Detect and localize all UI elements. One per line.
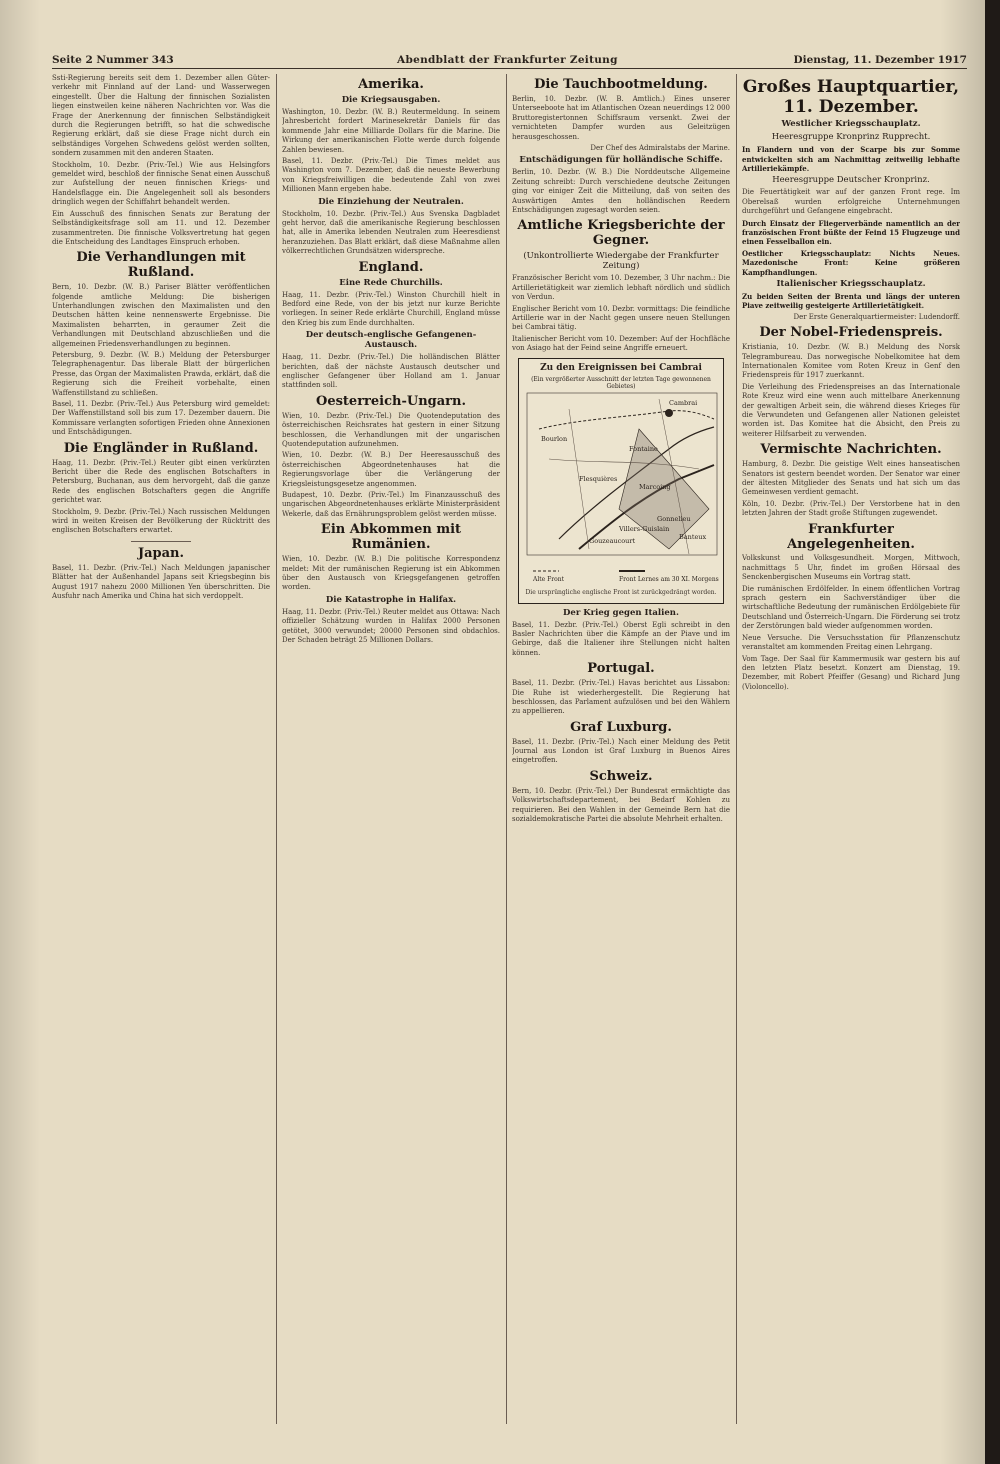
newspaper-title: Abendblatt der Frankfurter Zeitung [397, 54, 618, 66]
map-place-label: Flesquières [579, 474, 618, 483]
column-rule [506, 74, 507, 1424]
article-text: Budapest, 10. Dezbr. (Priv.-Tel.) Im Finanzausschuß des ungarischen Abgeordnetenhauses erklärte Ministerpräsident Wekerle, daß das Ernährungsproblem gelöst werden müsse. [282, 491, 500, 518]
map-title: Zu den Ereignissen bei Cambrai [540, 362, 702, 373]
article-text: Wien, 10. Dezbr. (Priv.-Tel.) Die Quotendeputation des österreichischen Reichsrates hat gestern in einer Sitzung beschlossen, die Verhandlungen mit der ungarischen Quotendeputation aufzunehmen. [282, 411, 500, 448]
article-text: Washington, 10. Dezbr. (W. B.) Reutermeldung. In seinem Jahresbericht fordert Marinesekretär Daniels für das kommende Jahr eine Milliarde Dollars für die Marine. Die Wirkung der amerikanischen Flotte werde durch folgende Zahlen bewiesen. [282, 107, 500, 154]
subheadline: Die Katastrophe in Halifax. [325, 594, 457, 605]
subheadline: Der Krieg gegen Italien. [563, 607, 679, 618]
article-text: Köln, 10. Dezbr. (Priv.-Tel.) Der Verstorbene hat in den letzten Jahren der Stadt große Stiftungen zugewendet. [742, 499, 960, 518]
article-text: Hamburg, 8. Dezbr. Die geistige Welt eines hanseatischen Senators ist gestern beendet worden. Der Senator war einer der ältesten Mitglieder des Senats und hat sich um das Gemeinwesen verdient gemacht. [742, 460, 960, 497]
article-text: Durch Einsatz der Fliegerverbände namentlich an der französischen Front büßte der Feind 15 Flugzeuge und einen Fesselballon ein. [742, 218, 960, 247]
subheadline: Heeresgruppe Deutscher Kronprinz. [772, 175, 930, 186]
subheadline: Entschädigungen für holländische Schiffe. [519, 155, 723, 166]
map-legend-old: Alte Front [533, 575, 565, 583]
article-text: Bern, 10. Dezbr. (W. B.) Pariser Blätter veröffentlichen folgende amtliche Meldung: Die bisherigen Unterhandlungen zwischen den Maximalisten und den Deutschen hätten keine nennenswerte Ergebnisse. Die Maximalisten beharrten, in geraumer Zeit die Verhandlungen mit Deutschland abzuschließen und die allgemeinen Friedensverhandlungen zu beginnen. [52, 283, 270, 348]
article-text: Wien, 10. Dezbr. (W. B.) Der Heeresausschuß des österreichischen Abgeordnetenhauses hat die Regierungsvorlage über die Verlängerung der Kriegsleistungsgesetze angenommen. [282, 451, 500, 488]
headline-tauchboot: Die Tauchbootmeldung. [534, 77, 708, 92]
article-text: Vom Tage. Der Saal für Kammermusik war gestern bis auf den letzten Platz besetzt. Konzert am Dienstag, 19. Dezember, mit Robert Pfeiffer (Gesang) und Richard Jung (Violoncello). [742, 654, 960, 691]
map-legend-new: Front Lernes am 30 XI. Morgens [619, 575, 719, 583]
article-text: Bern, 10. Dezbr. (Priv.-Tel.) Der Bundesrat ermächtigte das Volkswirtschaftsdepartement, bei Bedarf Kohlen zu requirieren. Bei den Wahlen in der Gemeinde Bern hat die sozialdemokratische Partei die absolute Mehrheit erhalten. [512, 786, 730, 824]
column-2 [282, 74, 500, 1424]
article-text: Oestlicher Kriegsschauplatz: Nichts Neues. Mazedonische Front: Keine größeren Kampfhandlungen. [742, 248, 960, 277]
headline-luxburg: Graf Luxburg. [570, 719, 672, 735]
article-text: Ssti-Regierung bereits seit dem 1. Dezember allen Güter-verkehr mit Finnland auf der Land- und Wasserwegen eingestellt. Über die Haltung der finnischen Sozialisten liegen einstweilen keine näheren Nachrichten vor. Was die Frage der Anerkennung der finnischen Selbständigkeit durch die Regierungen betrifft, so hat die schwedische Regierung erklärt, daß sie diese Frage nicht durch ein selbständiges Vorgehen Schwedens gelöst werden sollten, sondern zusammen mit den anderen Staaten. [52, 74, 270, 158]
article-text: Haag, 11. Dezbr. (Priv.-Tel.) Reuter gibt einen verkürzten Bericht über die Rede des englischen Botschafters in Petersburg, Buchanan, aus dem hervorgeht, daß die ganze Rede des englischen Botschafters gegen die Angriffe gerichtet war. [52, 458, 270, 505]
map-place-label: Banteux [679, 532, 707, 541]
column-rule [276, 74, 277, 1424]
article-text: Italienischer Bericht vom 10. Dezember: Auf der Hochfläche von Asiago hat der Feind seine Angriffe erneuert. [512, 334, 730, 353]
map-place-label: Gouzeaucourt [589, 536, 636, 545]
article-text: Basel, 11. Dezbr. (Priv.-Tel.) Die Times meldet aus Washington vom 7. Dezember, daß die neueste Bewerbung von Kriegsfreiwilligen die bedeutende Zahl von zwei Millionen Mann ergeben habe. [282, 156, 500, 194]
issue-date: Dienstag, 11. Dezember 1917 [793, 54, 967, 66]
map-caption: Die ursprüngliche englische Front ist zurückgedrängt worden. [525, 589, 717, 597]
article-text: Basel, 11. Dezbr. (Priv.-Tel.) Nach Meldungen japanischer Blätter hat der Außenhandel Japans seit Kriegsbeginn bis August 1917 nahezu 2000 Millionen Yen überschritten. Die Ausfuhr nach Amerika und China hat sich verdoppelt. [52, 563, 270, 601]
article-text: Basel, 11. Dezbr. (Priv.-Tel.) Havas berichtet aus Lissabon: Die Ruhe ist wiederhergestellt. Die Regierung hat beschlossen, das Parlament aufzulösen und bei den Wählern zu appellieren. [512, 679, 730, 716]
cambrai-map [518, 358, 724, 604]
article-text: Stockholm, 9. Dezbr. (Priv.-Tel.) Nach russischen Meldungen wird in weiten Kreisen der Bevölkerung der Rücktritt des englischen Botschafters erwartet. [52, 507, 270, 535]
article-text: In Flandern und von der Scarpe bis zur Somme entwickelten sich am Nachmittag zeitweilig lebhafte Artilleriekämpfe. [742, 145, 960, 173]
article-text: Zu beiden Seiten der Brenta und längs der unteren Piave zeitweilig gesteigerte Artillerietätigkeit. [742, 291, 960, 311]
article-text: Englischer Bericht vom 10. Dezbr. vormittags: Die feindliche Artillerie war in der Nacht gegen unsere neuen Stellungen bei Cambrai tätig. [512, 304, 730, 332]
article-text: Stockholm, 10. Dezbr. (Priv.-Tel.) Aus Svenska Dagbladet geht hervor, daß die amerikanische Regierung beschlossen hat, alle in Amerika lebenden Neutralen zum Heeresdienst heranzuziehen. Das Blatt erklärt, daß diese Maßnahme allen völkerrechtlichen Grundsätzen widerspreche. [282, 209, 500, 256]
headline-amerika: Amerika. [358, 77, 424, 92]
subheadline: Der deutsch-englische Gefangenen-Austausch. [305, 330, 477, 351]
article-text: Die Feuertätigkeit war auf der ganzen Front rege. Im Oberelsaß wurden erfolgreiche Unternehmungen durchgeführt und Gefangene eingebracht. [742, 188, 960, 216]
article-text: Französischer Bericht vom 10. Dezember, 3 Uhr nachm.: Die Artillerietätigkeit war ziemlich lebhaft nördlich und südlich von Verdun. [512, 274, 730, 302]
subheadline: (Unkontrollierte Wiedergabe der Frankfurter Zeitung) [523, 251, 719, 272]
article-text: Basel, 11. Dezbr. (Priv.-Tel.) Aus Petersburg wird gemeldet: Der Waffenstillstand soll bis zum 17. Dezember dauern. Die Kommissare verlangten sofortigen Frieden ohne Annexionen und Entschädigungen. [52, 400, 270, 437]
subheadline: Heeresgruppe Kronprinz Rupprecht. [771, 132, 931, 143]
subheadline: Italienischer Kriegsschauplatz. [776, 278, 926, 289]
article-text: Berlin, 10. Dezbr. (W. B.) Die Norddeutsche Allgemeine Zeitung schreibt: Durch verschiedene deutsche Zeitungen ging vor einiger Zeit die Mitteilung, daß von seiten des Auswärtigen Amtes den holländischen Reedern Entschädigungen zugesagt worden seien. [512, 168, 730, 214]
headline-oesterreich: Oesterreich-Ungarn. [316, 393, 466, 409]
page-number: Seite 2 Nummer 343 [52, 54, 174, 66]
subheadline: Westlicher Kriegsschauplatz. [781, 119, 921, 130]
article-text: Kristiania, 10. Dezbr. (W. B.) Meldung des Norsk Telegrambureau. Das norwegische Nobelkomitee hat dem Internationalen Komitee vom Roten Kreuz in Genf den Friedenspreis für 1917 zuerkannt. [742, 343, 960, 380]
map-place-label: Fontaine [629, 444, 658, 453]
column-3 [512, 74, 730, 1424]
article-text: Basel, 11. Dezbr. (Priv.-Tel.) Nach einer Meldung des Petit Journal aus London ist Graf Luxburg in Buenos Aires eingetroffen. [512, 737, 730, 765]
article-text: Neue Versuche. Die Versuchsstation für Pflanzenschutz veranstaltet am kommenden Freitag einen Lehrgang. [742, 633, 960, 652]
article-signature: Der Chef des Admiralstabs der Marine. [590, 143, 730, 152]
column-rule [736, 74, 737, 1424]
headline-angelegenheiten: Frankfurter Angelegenheiten. [787, 521, 915, 552]
map-place-label: Marcoing [639, 482, 671, 491]
subheadline: Eine Rede Churchills. [339, 277, 443, 288]
headline-englaender: Die Engländer in Rußland. [63, 440, 259, 456]
article-text: Ein Ausschuß des finnischen Senats zur Beratung der Selbständigkeitsfrage soll am 11. und 12. Dezember zusammentreten. Die finnische Volksvertretung hat gegen die Entscheidung des Landtages Einspruch erhoben. [52, 209, 270, 246]
headline-verhandlungen: Die Verhandlungen mit Rußland. [76, 250, 246, 281]
headline-vermischte: Vermischte Nachrichten. [760, 442, 942, 458]
headline-japan: Japan. [137, 545, 185, 561]
article-text: Volkskunst und Volksgesundheit. Morgen, Mittwoch, nachmittags 5 Uhr, findet im großen Hörsaal des Senckenbergischen Museums ein Vortrag statt. [742, 554, 960, 582]
page-header [52, 54, 967, 69]
article-text: Basel, 11. Dezbr. (Priv.-Tel.) Oberst Egli schreibt in den Basler Nachrichten über die Kämpfe an der Piave und im Gebirge, daß die Italiener ihre Stellungen nicht halten können. [512, 620, 730, 657]
separator [131, 541, 191, 542]
binding-edge [985, 0, 1000, 1464]
headline-portugal: Portugal. [587, 661, 655, 677]
article-text: Haag, 11. Dezbr. (Priv.-Tel.) Die holländischen Blätter berichten, daß der nächste Austausch deutscher und englischer Gefangener über Holland am 1. Januar stattfinden soll. [282, 353, 500, 390]
headline-schweiz: Schweiz. [589, 768, 653, 784]
map-drawing [519, 389, 719, 589]
article-text: Wien, 10. Dezbr. (W. B.) Die politische Korrespondenz meldet: Mit der rumänischen Regierung ist ein Abkommen über den Austausch von Kriegsgefangenen getroffen worden. [282, 555, 500, 592]
headline-kriegsberichte: Amtliche Kriegsberichte der Gegner. [517, 218, 725, 249]
map-place-label: Villers-Guislain [619, 524, 670, 533]
article-text: Petersburg, 9. Dezbr. (W. B.) Meldung der Petersburger Telegraphenagentur. Das liberale Blatt der bürgerlichen Presse, das Organ der Maximalisten Prawda, erklärt, daß die Regierung sich die Freiheit vorbehalte, einen Waffenstillstand zu schließen. [52, 351, 270, 397]
headline-england: England. [358, 259, 424, 275]
subheadline: Die Einziehung der Neutralen. [318, 196, 464, 207]
map-place-label: Gonnelieu [657, 514, 691, 523]
subheadline: Die Kriegsausgaben. [341, 94, 441, 105]
headline-hauptquartier: Großes Hauptquartier, 11. Dezember. [742, 77, 960, 117]
column-1 [52, 74, 270, 1424]
article-text: Die Verleihung des Friedenspreises an das Internationale Rote Kreuz wird eine wenn auch mittelbare Anerkennung der gewaltigen Arbeit sein, die während dieses Krieges für die Verwundeten und Gefangenen aller Nationen geleistet worden ist. Das Komitee hat die Absicht, den Preis zu weiterer Hilfsarbeit zu verwenden. [742, 382, 960, 438]
column-4 [742, 74, 960, 1424]
article-text: Stockholm, 10. Dezbr. (Priv.-Tel.) Wie aus Helsingfors gemeldet wird, beschloß der finnische Senat einen Ausschuß zur Aufstellung der neuen finnischen Kriegs- und Handelsflagge ein. Die Angelegenheit soll als besonders dringlich wegen der Schiffahrt behandelt werden. [52, 160, 270, 207]
article-text: Die rumänischen Erdölfelder. In einem öffentlichen Vortrag sprach gestern ein Sachverständiger über die wirtschaftliche Bedeutung der rumänischen Erdölgebiete für Deutschland und Österreich-Ungarn. Die Förderung sei trotz der Zerstörungen bald wieder aufgenommen worden. [742, 584, 960, 631]
map-place-label: Cambrai [669, 398, 698, 407]
headline-nobel: Der Nobel-Friedenspreis. [759, 325, 943, 341]
headline-abkommen: Ein Abkommen mit Rumänien. [320, 522, 462, 553]
article-text: Haag, 11. Dezbr. (Priv.-Tel.) Reuter meldet aus Ottawa: Nach offizieller Schätzung wurden in Halifax 2000 Personen getötet, 3000 verwundet; 20000 Personen sind obdachlos. Der Schaden beträgt 25 Millionen Dollars. [282, 607, 500, 644]
article-text: Haag, 11. Dezbr. (Priv.-Tel.) Winston Churchill hielt in Bedford eine Rede, von der bis jetzt nur kurze Berichte vorliegen. In seiner Rede erklärte Churchill, England müsse den Krieg bis zum Ende durchhalten. [282, 290, 500, 327]
map-subtitle: (Ein vergrößerter Ausschnitt der letzten Tage gewonnenen Gebietes) [531, 375, 711, 390]
article-signature: Der Erste Generalquartiermeister: Ludendorff. [793, 312, 960, 321]
map-place-label: Bourlon [541, 434, 568, 443]
article-text: Berlin, 10. Dezbr. (W. B. Amtlich.) Eines unserer Unterseeboote hat im Atlantischen Ozean neuerdings 12 000 Bruttoregistertonnen Schiffsraum versenkt. Zwei der vernichteten Dampfer wurden aus Geleitzügen herausgeschossen. [512, 94, 730, 141]
